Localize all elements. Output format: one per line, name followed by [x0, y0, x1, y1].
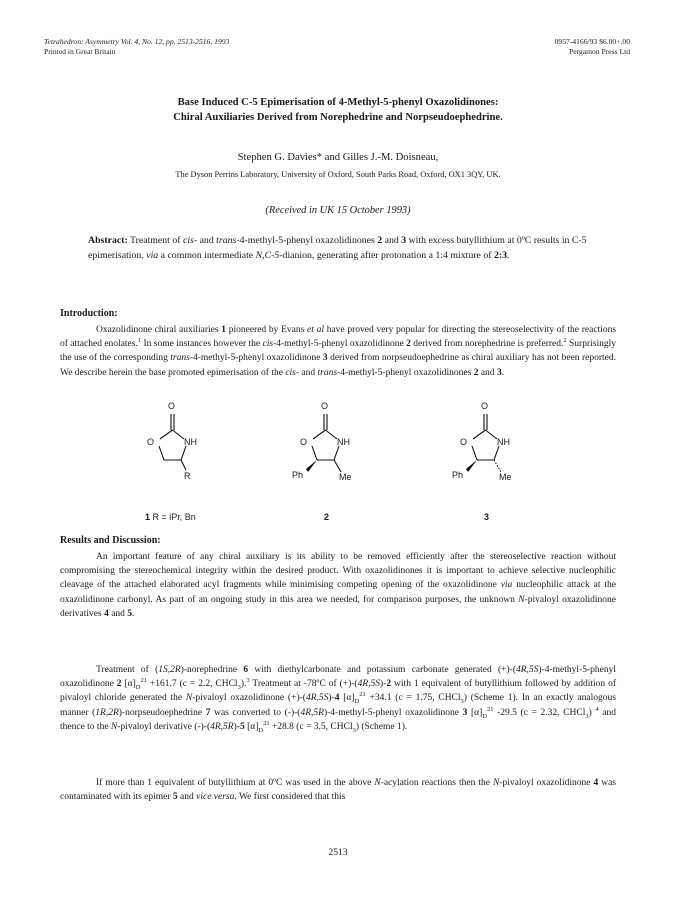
body-text: N	[185, 693, 193, 704]
body-text: trans	[170, 353, 190, 364]
body-text: [α]	[244, 721, 259, 732]
atom-label: O	[300, 437, 308, 447]
body-text: In some instances however the	[141, 339, 263, 350]
body-text: .	[501, 367, 505, 378]
body-text: 3	[237, 684, 241, 692]
body-text: [α]	[339, 693, 355, 704]
atom-label: O	[321, 401, 329, 411]
body-text: 4R,5R	[300, 707, 324, 718]
reference-marker: 3	[246, 677, 250, 685]
abstract-label: Abstract:	[88, 235, 128, 246]
body-text: was converted to (-)-(	[210, 707, 301, 718]
compound-ref: 3	[462, 707, 468, 718]
atom-label: O	[168, 401, 176, 411]
body-text: cis	[262, 339, 274, 350]
abstract-text: and	[382, 235, 402, 246]
compound-ref: 1	[221, 325, 227, 335]
atom-label: NH	[497, 437, 510, 447]
body-text: Surprisingly the use of the corresponding	[60, 339, 616, 364]
body-text: -29.5 (c = 2.32, CHCl	[493, 707, 586, 718]
structure-2	[292, 400, 365, 500]
structure-figure	[60, 400, 616, 530]
atom-label: NH	[184, 437, 197, 447]
body-text: N	[110, 721, 118, 732]
body-text: ) (Scheme 1).	[355, 721, 408, 732]
body-text: If more than 1 equivalent of butyllithium at 0ºC was used in the above	[96, 778, 375, 788]
body-text: -4-methyl-5-phenyl oxazolidinone	[189, 353, 323, 364]
body-text: 3	[585, 712, 589, 720]
body-text: with 1 equivalent of butyllithium followed by addition of pivaloyl chloride generated the	[60, 679, 616, 704]
body-text: -4-methyl-5-phenyl oxazolidinone	[273, 339, 407, 350]
abstract-text: with excess butyllithium at 0ºC results in C-5 epimerisation,	[88, 235, 587, 261]
body-text: Oxazolidinone chiral auxiliaries	[96, 325, 222, 335]
abstract-text: -dianion, generating after protonation a 1:4 mixture of	[279, 249, 494, 261]
page-number: 2513	[328, 847, 348, 858]
body-text: D	[354, 698, 360, 706]
body-text: and	[299, 367, 318, 378]
compound-ref: 4	[334, 693, 340, 704]
body-text: +161.7 (c = 2.2, CHCl	[146, 679, 238, 690]
compound-ref: 4	[593, 778, 599, 788]
body-text: D	[135, 684, 141, 692]
compound-ref: 2	[116, 679, 122, 690]
body-text: derived from norpseudoephedrine as chiral auxiliary has not been reported. We describe herein the base promoted epimerisation of the	[60, 353, 616, 378]
results-paragraph-3	[60, 776, 616, 804]
body-text: ).	[240, 679, 247, 690]
atom-label: Me	[499, 472, 512, 482]
reference-marker: 2	[563, 337, 567, 345]
abstract-text: Treatment of	[127, 235, 183, 246]
body-text: and	[108, 608, 128, 619]
compound-ref: 2:3	[493, 249, 507, 261]
journal-citation: Tetrahedron: Asymmetry Vol. 4, No. 12, pp. 2513-2516, 1993	[44, 37, 230, 46]
compound-label-2: 2	[324, 512, 330, 522]
body-text: )-norpseudoephedrine	[118, 707, 206, 718]
abstract-text: N,C-5	[255, 249, 280, 261]
body-text: 1S,2R	[158, 665, 181, 675]
body-text: have proved very popular for directing the stereoselectivity of the reactions of attached enolates.	[60, 325, 617, 350]
body-text: )-	[233, 721, 240, 732]
body-text: -acylation reactions then the	[380, 778, 493, 788]
body-text: D	[258, 726, 264, 734]
abstract-text: .	[507, 249, 510, 261]
compound-ref: 5	[172, 792, 178, 803]
printed-in: Printed in Great Britain	[44, 47, 116, 56]
oxazolidinone-ring-1	[142, 400, 212, 500]
abstract-text: 4-methyl-5-phenyl oxazolidinones	[239, 235, 378, 246]
compound-label-1	[145, 512, 196, 522]
reference-marker: 4	[595, 705, 599, 713]
section-heading-introduction: Introduction:	[60, 308, 118, 319]
abstract	[88, 234, 598, 263]
compound-ref: 2	[386, 679, 392, 690]
compound-ref: 4	[104, 608, 109, 619]
body-text: )-4-methyl-5-phenyl oxazolidinone	[323, 707, 463, 718]
compound-number: 1	[145, 512, 151, 522]
body-text: +34.1 (c = 1.75, CHCl	[365, 693, 461, 704]
abstract-text: and	[197, 235, 217, 246]
header-left	[44, 37, 229, 57]
structure-1	[142, 400, 212, 500]
compound-ref: 6	[243, 665, 249, 675]
atom-label: O	[460, 437, 468, 447]
compound-ref: 7	[205, 707, 211, 718]
body-text: [α]	[467, 707, 483, 718]
abstract-text: trans-	[216, 235, 240, 246]
body-text: 4R,5R	[210, 721, 234, 732]
atom-label: Ph	[292, 470, 304, 480]
body-text: et al	[307, 325, 324, 335]
received-date: (Received in UK 15 October 1993)	[265, 205, 411, 216]
oxazolidinone-ring-3	[455, 400, 525, 500]
body-text: )-4-methyl-5-phenyl oxazolidinone	[60, 665, 616, 690]
compound-ref: 3	[401, 235, 407, 246]
body-text: 21	[487, 705, 494, 713]
compound-ref: 5	[239, 721, 245, 732]
body-text: via	[500, 580, 513, 591]
body-text: nucleophilic attack at the oxazolidinone carbonyl. As part of an ongoing study in this area we needed, for comparison purposes, the unknown	[60, 580, 616, 605]
author-list: Stephen G. Davies* and Gilles J.-M. Doisneau,	[237, 152, 439, 163]
body-text: and	[478, 367, 497, 378]
body-text: 4R,5S	[357, 679, 381, 690]
body-text: .	[132, 608, 135, 619]
body-text: An important feature of any chiral auxiliary is its ability to be removed efficiently after the stereoselective reaction without compromising the stereochemical integrity within the desired product. With oxazolidinones it is important to achieve selective nucleophilic cleavage of the attached elaborated acyl fragments while minimising competing opening of the oxazolidinone	[60, 552, 616, 591]
body-text: N	[518, 594, 525, 605]
abstract-text: cis-	[182, 235, 198, 246]
body-text: Treatment at -78ºC of (+)-(	[249, 679, 358, 690]
body-text: +28.8 (c = 3.5, CHCl	[269, 721, 353, 732]
body-text: 3	[460, 698, 464, 706]
compound-label-3: 3	[484, 512, 490, 522]
body-text: Treatment of (	[96, 665, 159, 675]
atom-label: Me	[339, 472, 352, 482]
body-text: [α]	[121, 679, 136, 690]
body-text: was contaminated with its epimer	[60, 778, 616, 803]
atom-label: O	[147, 437, 155, 447]
publisher: Pergamon Press Ltd	[568, 47, 630, 56]
body-text: -pivaloyl derivative (-)-(	[117, 721, 211, 732]
compound-ref: 2	[406, 339, 411, 350]
body-text: trans	[317, 367, 338, 378]
body-text: 21	[359, 691, 366, 699]
body-text: and thence to the	[60, 707, 617, 732]
title-line-1: Base Induced C-5 Epimerisation of 4-Methyl-5-phenyl Oxazolidinones:	[177, 97, 499, 108]
results-paragraph-2	[60, 663, 616, 734]
body-text: -4-methyl-5-phenyl oxazolidinones	[337, 367, 474, 378]
body-text: 4R,5S	[305, 693, 329, 704]
section-heading-results: Results and Discussion:	[60, 535, 161, 546]
atom-label: R	[184, 471, 191, 481]
compound-ref: 3	[496, 367, 502, 378]
abstract-text: via	[146, 249, 159, 261]
body-text: and	[177, 792, 197, 803]
body-text: -pivaloyl oxazolidinone	[499, 778, 594, 788]
atom-label: NH	[337, 437, 350, 447]
body-text: 21	[263, 719, 270, 727]
body-text: pioneered by Evans	[226, 325, 308, 335]
compound-ref: 5	[127, 608, 133, 619]
header-right	[555, 37, 630, 57]
body-text: 21	[140, 677, 147, 685]
body-text: -pivaloyl oxazolidinone derivatives	[60, 594, 616, 619]
introduction-paragraph	[60, 323, 616, 380]
body-text: vice versa	[196, 792, 235, 803]
compound-ref: 2	[377, 235, 383, 246]
body-text: D	[482, 712, 487, 720]
body-text: 4R,5S	[515, 665, 539, 675]
body-text: )	[588, 707, 596, 718]
body-text: with diethylcarbonate and potassium carbonate generated (+)-(	[248, 665, 516, 675]
body-text: )-norephedrine	[180, 665, 244, 675]
price-code: 0957-4166/93 $6.00+.00	[554, 37, 630, 46]
compound-ref: 2	[473, 367, 479, 378]
body-text: N	[492, 778, 500, 788]
body-text: cis-	[285, 367, 300, 378]
article-title	[60, 96, 616, 125]
body-text: )-	[328, 693, 335, 704]
abstract-text: a common intermediate	[158, 249, 256, 261]
body-text: )-	[380, 679, 387, 690]
body-text: -pivaloyl oxazolidinone (+)-(	[192, 693, 306, 704]
body-text: ) (Scheme 1). In an exactly analogous manner (	[60, 693, 616, 718]
body-text: N	[374, 778, 381, 788]
body-text: . We first considered that this	[234, 792, 346, 803]
body-text: 3	[352, 726, 356, 734]
atom-label: O	[481, 401, 489, 411]
affiliation: The Dyson Perrins Laboratory, University of Oxford, South Parks Road, Oxford, OX1 3QY, UK.	[175, 170, 501, 179]
reference-marker: 1	[137, 337, 142, 345]
body-text: 1R,2R	[95, 707, 119, 718]
results-paragraph-1	[60, 550, 616, 621]
oxazolidinone-ring-2	[295, 400, 365, 500]
body-text: derived from norephedrine is preferred.	[410, 339, 564, 350]
atom-label: Ph	[452, 470, 464, 480]
compound-ref: 3	[322, 353, 328, 364]
compound-caption: R = iPr, Bn	[150, 512, 196, 522]
structure-3	[452, 400, 525, 500]
title-line-2: Chiral Auxiliaries Derived from Norephedrine and Norpseudoephedrine.	[173, 111, 503, 123]
